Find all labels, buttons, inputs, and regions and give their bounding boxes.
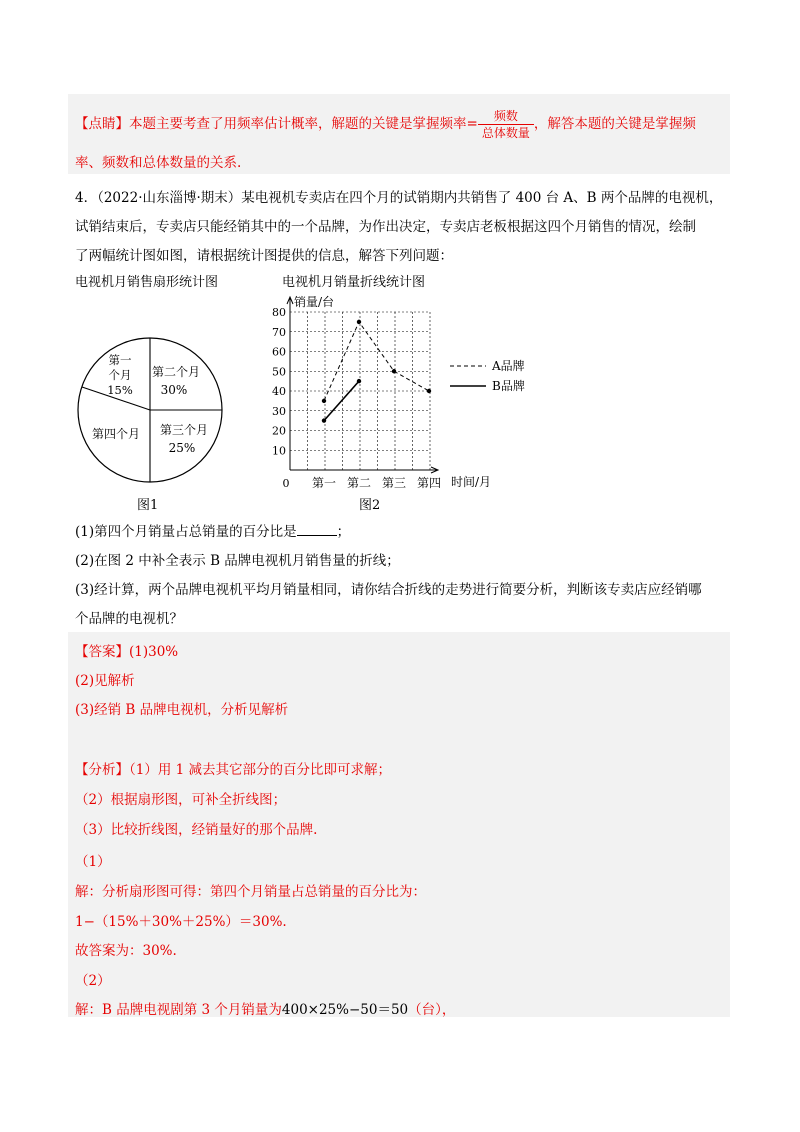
question-line-2: 试销结束后，专卖店只能经销其中的一个品牌，为作出决定，专卖店老板根据这四个月销售的情况，绘制 bbox=[75, 219, 696, 235]
question-line-1: 4．（2022·山东淄博·期末）某电视机专卖店在四个月的试销期内共销售了 400 台 A、B 两个品牌的电视机， bbox=[75, 190, 723, 206]
analysis-line-9 bbox=[75, 998, 455, 1018]
data-point-a bbox=[427, 389, 431, 393]
analysis-line-2: （2）根据扇形图，可补全折线图； bbox=[75, 792, 287, 808]
analysis-9-after: （台）， bbox=[408, 1002, 456, 1018]
figure-2-caption: 图2 bbox=[359, 498, 381, 513]
pie-value-month3: 25% bbox=[168, 441, 196, 455]
answer-blank bbox=[297, 523, 337, 536]
pie-value-month2: 30% bbox=[160, 383, 188, 397]
analysis-line-3: （3）比较折线图，经销量好的那个品牌. bbox=[75, 822, 318, 838]
fraction-denominator: 总体数量 bbox=[478, 124, 534, 141]
analysis-9-formula: 400×25%−50＝50 bbox=[281, 1002, 409, 1018]
pie-label-month1-b: 个月 bbox=[108, 368, 132, 382]
data-point-a bbox=[322, 399, 326, 403]
answer-3: (3)经销 B 品牌电视机，分析见解析 bbox=[75, 702, 289, 718]
y-tick-label: 10 bbox=[272, 444, 286, 458]
analysis-bracket: 【分析】 bbox=[75, 762, 129, 778]
line-chart-title: 电视机月销量折线统计图 bbox=[282, 275, 426, 290]
subquestion-1-end: ； bbox=[336, 524, 351, 540]
pie-chart bbox=[70, 330, 230, 490]
answer-line-1 bbox=[75, 640, 178, 660]
line-chart bbox=[262, 290, 562, 500]
answer-bracket: 【答案】 bbox=[75, 644, 129, 660]
pie-label-month3: 第三个月 bbox=[159, 423, 209, 437]
frequency-fraction bbox=[478, 108, 534, 141]
tip-bracket: 【点睛】 bbox=[75, 116, 129, 132]
y-tick-label: 70 bbox=[272, 325, 286, 339]
analysis-line-5: 解：分析扇形图可得：第四个月销量占总销量的百分比为： bbox=[75, 884, 426, 900]
analysis-9-before: 解：B 品牌电视剧第 3 个月销量为 bbox=[75, 1002, 282, 1018]
subquestion-1 bbox=[75, 520, 350, 540]
tip-line-2: 率、频数和总体数量的关系. bbox=[75, 155, 242, 171]
data-point-a bbox=[357, 320, 361, 324]
legend-label-a: A品牌 bbox=[492, 359, 525, 373]
subquestion-3-cont: 个品牌的电视机？ bbox=[75, 611, 183, 627]
y-tick-label: 30 bbox=[272, 404, 286, 418]
subquestion-2: (2)在图 2 中补全表示 B 品牌电视机月销售量的折线； bbox=[75, 553, 400, 569]
series-line-b bbox=[324, 381, 359, 421]
analysis-line-7: 故答案为：30%. bbox=[75, 943, 177, 959]
data-point-b bbox=[357, 379, 361, 383]
x-tick-label-1: 第一 bbox=[311, 476, 337, 490]
analysis-line-4: （1） bbox=[75, 854, 111, 870]
analysis-line-8: （2） bbox=[75, 973, 111, 989]
answer-1: (1)30% bbox=[129, 644, 179, 660]
data-point-a bbox=[392, 369, 396, 373]
fraction-numerator: 频数 bbox=[493, 109, 518, 123]
origin-label: 0 bbox=[282, 477, 290, 490]
legend-label-b: B品牌 bbox=[492, 379, 525, 393]
analysis-line-6: 1−（15%＋30%＋25%）＝30%. bbox=[75, 914, 287, 930]
question-line-3: 了两幅统计图如图，请根据统计图提供的信息，解答下列问题： bbox=[75, 248, 453, 264]
subquestion-1-text: (1)第四个月销量占总销量的百分比是 bbox=[75, 524, 297, 540]
analysis-text-1: （1）用 1 减去其它部分的百分比即可求解； bbox=[129, 762, 392, 778]
answer-2: (2)见解析 bbox=[75, 673, 135, 689]
data-point-b bbox=[322, 418, 326, 422]
pie-chart-title: 电视机月销售扇形统计图 bbox=[75, 275, 219, 290]
pie-value-month1: 15% bbox=[107, 383, 133, 397]
subquestion-3: (3)经计算，两个品牌电视机平均月销量相同，请你结合折线的走势进行简要分析，判断该专卖店应经销哪 bbox=[75, 582, 702, 598]
tip-line-1 bbox=[75, 108, 696, 141]
series-line-a bbox=[324, 322, 429, 401]
y-tick-label: 20 bbox=[272, 424, 286, 438]
y-tick-label: 80 bbox=[272, 306, 286, 319]
tip-text-before: 本题主要考查了用频率估计概率，解题的关键是掌握频率= bbox=[129, 116, 478, 132]
y-tick-label: 40 bbox=[272, 385, 286, 398]
analysis-line-1 bbox=[75, 758, 391, 778]
figure-1-caption: 图1 bbox=[137, 498, 159, 513]
y-tick-label: 50 bbox=[272, 365, 286, 379]
y-tick-label: 60 bbox=[272, 345, 286, 359]
pie-label-month2: 第二个月 bbox=[151, 365, 201, 379]
x-tick-label-3: 第三 bbox=[381, 476, 407, 490]
pie-label-month1-a: 第一 bbox=[108, 353, 132, 367]
x-axis-label: 时间/月 bbox=[451, 475, 492, 489]
y-axis-label: 销量/台 bbox=[294, 295, 335, 309]
x-tick-label-4: 第四 bbox=[416, 476, 442, 490]
x-tick-label-2: 第二 bbox=[346, 476, 372, 490]
tip-text-after: ，解答本题的关键是掌握频 bbox=[533, 116, 696, 132]
pie-label-month4: 第四个月 bbox=[91, 427, 141, 441]
